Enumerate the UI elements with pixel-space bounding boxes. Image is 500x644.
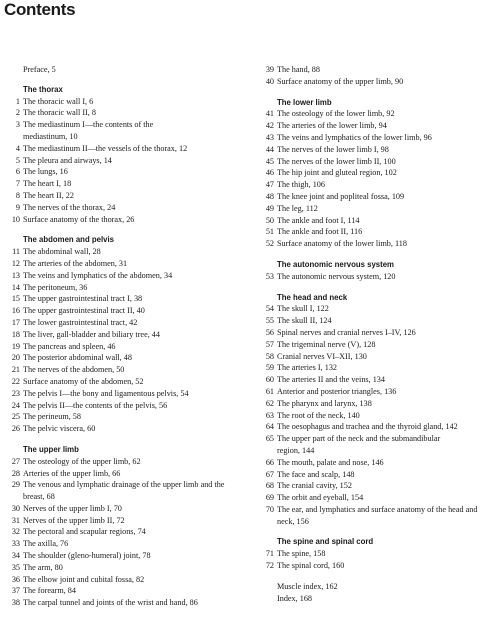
toc-entry-64	[254, 421, 500, 433]
toc-entry-52	[254, 238, 500, 250]
chapter-number: 30	[11, 503, 20, 513]
toc-entry-55	[254, 315, 500, 327]
indent-spacer	[0, 444, 23, 456]
toc-entry-10	[0, 214, 240, 226]
toc-entry-42	[254, 120, 500, 132]
chapter-number: 55	[265, 316, 274, 326]
chapter-title: The nerves of the abdomen, 50	[23, 365, 125, 375]
toc-entry-21	[0, 364, 240, 376]
toc-entry-23	[0, 388, 240, 400]
chapter-title: The pelvis I—the bony and ligamentous pelvis, 54	[23, 388, 189, 398]
chapter-title: Arteries of the upper limb, 66	[23, 468, 121, 478]
chapter-title: The thoracic wall I, 6	[23, 96, 94, 106]
toc-entry-26	[0, 423, 240, 435]
toc-entry-48	[254, 191, 500, 203]
chapter-number: 10	[11, 214, 20, 224]
index-entry	[254, 593, 500, 605]
chapter-number: 70	[265, 504, 274, 514]
chapter-number: 51	[265, 227, 274, 237]
chapter-title: The carpal tunnel and joints of the wrist and hand, 86	[23, 598, 198, 608]
chapter-number: 65	[265, 434, 274, 444]
chapter-title: The veins and lymphatics of the lower limb, 96	[277, 132, 432, 142]
preface-entry	[0, 64, 240, 76]
chapter-number: 18	[11, 329, 20, 339]
section-title-text: The lower limb	[277, 97, 332, 107]
chapter-number: 57	[265, 339, 274, 349]
toc-entry-43	[254, 132, 500, 144]
chapter-title: mediastinum, 10	[23, 131, 78, 141]
indent-spacer	[254, 536, 277, 548]
toc-entry-37	[0, 585, 240, 597]
chapter-title: The knee joint and popliteal fossa, 109	[277, 191, 405, 201]
section-the-autonomic-nervous-system	[254, 259, 500, 283]
toc-entry-36	[0, 574, 240, 586]
chapter-number: 1	[15, 96, 20, 106]
chapter-number: 22	[11, 376, 20, 386]
chapter-title: The skull I, 122	[277, 304, 329, 314]
chapter-number: 3	[15, 120, 20, 130]
chapter-number: 42	[265, 121, 274, 131]
toc-entry-58	[254, 351, 500, 363]
chapter-title: The mouth, palate and nose, 146	[277, 457, 384, 467]
toc-entry-continuation	[254, 445, 500, 457]
chapter-number: 33	[11, 539, 20, 549]
chapter-title: The hand, 88	[277, 65, 320, 74]
chapter-title: The skull II, 124	[277, 316, 332, 326]
chapter-number: 31	[11, 515, 20, 525]
contents-right-column	[254, 64, 500, 604]
section-the-lower-limb	[254, 97, 500, 250]
section-the-upper-limb	[0, 444, 240, 609]
chapter-title: The ankle and foot II, 116	[277, 227, 363, 237]
chapter-title: The trigeminal nerve (V), 128	[277, 339, 376, 349]
toc-entry-65	[254, 433, 500, 445]
chapter-title: The thigh, 106	[277, 180, 325, 190]
chapter-title: The hip joint and gluteal region, 102	[277, 168, 397, 178]
chapter-title: Muscle index, 162	[277, 581, 338, 591]
chapter-number: 13	[11, 270, 20, 280]
chapter-number: 26	[11, 424, 20, 434]
section-the-spine-and-spinal-cord	[254, 536, 500, 571]
chapter-number: 69	[265, 493, 274, 503]
chapter-number: 68	[265, 481, 274, 491]
chapter-title: The arm, 80	[23, 562, 63, 572]
chapter-title: The heart II, 22	[23, 190, 74, 200]
chapter-number: 15	[11, 294, 20, 304]
toc-entry-41	[254, 108, 500, 120]
toc-entry-60	[254, 374, 500, 386]
toc-entry-46	[254, 167, 500, 179]
toc-entry-69	[254, 492, 500, 504]
chapter-title: The upper part of the neck and the submandibular	[277, 434, 441, 444]
chapter-number: 62	[265, 398, 274, 408]
chapter-number: 4	[15, 143, 20, 153]
toc-entry-38	[0, 597, 240, 609]
chapter-number: 2	[15, 108, 20, 118]
chapter-number: 41	[265, 109, 274, 119]
toc-entry-66	[254, 457, 500, 469]
chapter-title: region, 144	[277, 445, 315, 455]
chapter-number: 36	[11, 574, 20, 584]
chapter-number: 21	[11, 365, 20, 375]
chapter-number: 16	[11, 306, 20, 316]
chapter-title: The arteries I, 132	[277, 363, 338, 373]
section-title-text: The upper limb	[23, 444, 79, 454]
chapter-number: 28	[11, 468, 20, 478]
chapter-title: The spinal cord, 160	[277, 561, 345, 571]
toc-entry-56	[254, 327, 500, 339]
chapter-title: The cranial cavity, 152	[277, 481, 352, 491]
chapter-number: 38	[11, 598, 20, 608]
toc-entry-45	[254, 156, 500, 168]
toc-entry-59	[254, 362, 500, 374]
toc-entry-4	[0, 143, 240, 155]
section-the-head-and-neck	[254, 292, 500, 528]
chapter-title: The ear, and lymphatics and surface anatomy of the head and	[277, 504, 478, 514]
chapter-title: The forearm, 84	[23, 586, 76, 596]
chapter-title: The venous and lymphatic drainage of the upper limb and the	[23, 480, 225, 490]
chapter-title: The heart I, 18	[23, 179, 72, 189]
chapter-number: 39	[265, 65, 274, 74]
chapter-number: 58	[265, 351, 274, 361]
toc-entry-32	[0, 526, 240, 538]
indent-spacer	[254, 97, 277, 109]
toc-entry-27	[0, 456, 240, 468]
chapter-title: The ankle and foot I, 114	[277, 215, 360, 225]
chapter-number: 19	[11, 341, 20, 351]
toc-entry-15	[0, 293, 240, 305]
chapter-number: 64	[265, 422, 274, 432]
toc-entry-8	[0, 190, 240, 202]
toc-entry-14	[0, 282, 240, 294]
chapter-title: Surface anatomy of the upper limb, 90	[277, 76, 404, 86]
toc-entry-continuation	[0, 491, 240, 503]
chapter-number: 5	[15, 155, 20, 165]
chapter-title: The nerves of the thorax, 24	[23, 202, 116, 212]
section-title-text: The abdomen and pelvis	[23, 235, 114, 245]
toc-entry-61	[254, 386, 500, 398]
chapter-title: The root of the neck, 140	[277, 410, 360, 420]
chapter-title: The mediastinum I—the contents of the	[23, 120, 154, 130]
chapter-number: 45	[265, 156, 274, 166]
toc-entry-35	[0, 562, 240, 574]
toc-entry-51	[254, 226, 500, 238]
chapter-title: Surface anatomy of the thorax, 26	[23, 214, 135, 224]
chapter-number: 17	[11, 317, 20, 327]
section-title-text: The autonomic nervous system	[277, 259, 394, 269]
chapter-title: The upper gastrointestinal tract II, 40	[23, 306, 145, 316]
chapter-number: 48	[265, 191, 274, 201]
indent-spacer	[0, 234, 23, 246]
toc-entry-70	[254, 504, 500, 516]
toc-entry-22	[0, 376, 240, 388]
section-title-text: The thorax	[23, 84, 63, 94]
toc-entry-67	[254, 469, 500, 481]
chapter-title: The liver, gall-bladder and biliary tree, 44	[23, 329, 160, 339]
chapter-title: The veins and lymphatics of the abdomen, 34	[23, 270, 173, 280]
contents-left-column	[0, 64, 240, 609]
toc-entry-34	[0, 550, 240, 562]
toc-entry-1	[0, 96, 240, 108]
chapter-number: 50	[265, 215, 274, 225]
chapter-number: 44	[265, 144, 274, 154]
chapter-number: 11	[12, 247, 20, 257]
toc-entry-33	[0, 538, 240, 550]
toc-entry-53	[254, 271, 500, 283]
chapter-title: The spine, 158	[277, 549, 326, 559]
toc-entry-29	[0, 479, 240, 491]
chapter-title: The osteology of the upper limb, 62	[23, 456, 141, 466]
toc-entry-30	[0, 503, 240, 515]
chapter-title: The pharynx and larynx, 138	[277, 398, 372, 408]
toc-entry-11	[0, 246, 240, 258]
chapter-title: The nerves of the lower limb II, 100	[277, 156, 396, 166]
toc-entry-9	[0, 202, 240, 214]
chapter-title: neck, 156	[277, 516, 309, 526]
chapter-title: The face and scalp, 148	[277, 469, 355, 479]
chapter-title: The perineum, 58	[23, 412, 81, 422]
chapter-number: 59	[265, 363, 274, 373]
toc-entry-71	[254, 548, 500, 560]
chapter-number: 25	[11, 412, 20, 422]
chapter-title: The oesophagus and trachea and the thyroid gland, 142	[277, 422, 458, 432]
chapter-title: The pleura and airways, 14	[23, 155, 112, 165]
chapter-number: 53	[265, 271, 274, 281]
chapter-number: 14	[11, 282, 20, 292]
section-the-abdomen-and-pelvis	[0, 234, 240, 435]
chapter-title: The arteries of the lower limb, 94	[277, 121, 387, 131]
chapter-number: 72	[265, 561, 274, 571]
index-entry	[254, 581, 500, 593]
section-title	[254, 259, 500, 271]
chapter-title: Spinal nerves and cranial nerves I–IV, 126	[277, 327, 416, 337]
chapter-title: Cranial nerves VI–XII, 130	[277, 351, 367, 361]
chapter-number: 63	[265, 410, 274, 420]
chapter-title: The peritoneum, 36	[23, 282, 88, 292]
section-title	[254, 97, 500, 109]
indent-spacer	[0, 64, 23, 76]
toc-entry-17	[0, 317, 240, 329]
chapter-title: The elbow joint and cubital fossa, 82	[23, 574, 145, 584]
chapter-number: 12	[11, 258, 20, 268]
toc-entry-62	[254, 398, 500, 410]
chapter-number: 66	[265, 457, 274, 467]
chapter-number: 34	[11, 551, 20, 561]
page-title: Contents	[4, 0, 76, 19]
chapter-title: The nerves of the lower limb I, 98	[277, 144, 389, 154]
chapter-number: 67	[265, 469, 274, 479]
chapter-title: Nerves of the upper limb I, 70	[23, 503, 122, 513]
chapter-title: The shoulder (gleno-humeral) joint, 78	[23, 551, 151, 561]
toc-entry-16	[0, 305, 240, 317]
toc-entry-31	[0, 515, 240, 527]
chapter-number: 40	[265, 76, 274, 86]
toc-entry-40	[254, 76, 500, 88]
chapter-title: Index, 168	[277, 593, 313, 603]
chapter-title: The arteries of the abdomen, 31	[23, 258, 128, 268]
chapter-number: 35	[11, 562, 20, 572]
chapter-title: breast, 68	[23, 492, 55, 502]
chapter-number: 46	[265, 168, 274, 178]
chapter-number: 56	[265, 327, 274, 337]
chapter-number: 29	[11, 480, 20, 490]
chapter-title: The thoracic wall II, 8	[23, 108, 96, 118]
indent-spacer	[254, 292, 277, 304]
toc-entry-continuation	[0, 131, 240, 143]
chapter-title: Nerves of the upper limb II, 72	[23, 515, 125, 525]
chapter-title: The autonomic nervous system, 120	[277, 271, 396, 281]
section-title-text: The spine and spinal cord	[277, 537, 374, 547]
chapter-number: 23	[11, 388, 20, 398]
chapter-title: The upper gastrointestinal tract I, 38	[23, 294, 143, 304]
chapter-title: The pelvic viscera, 60	[23, 424, 96, 434]
toc-entry-25	[0, 411, 240, 423]
chapter-number: 43	[265, 132, 274, 142]
chapter-title: The mediastinum II—the vessels of the thorax, 12	[23, 143, 188, 153]
chapter-title: The lungs, 16	[23, 167, 68, 177]
chapter-title: The pectoral and scapular regions, 74	[23, 527, 146, 537]
toc-entry-39	[254, 64, 500, 76]
indent-spacer	[254, 259, 277, 271]
section-title-text: The head and neck	[277, 292, 348, 302]
chapter-title: The leg, 112	[277, 203, 318, 213]
chapter-number: 60	[265, 375, 274, 385]
chapter-number: 7	[15, 179, 20, 189]
chapter-number: 24	[11, 400, 20, 410]
chapter-title: Surface anatomy of the abdomen, 52	[23, 376, 144, 386]
chapter-number: 49	[265, 203, 274, 213]
toc-entry-24	[0, 400, 240, 412]
toc-entry-63	[254, 410, 500, 422]
section-title	[0, 84, 240, 96]
toc-entry-19	[0, 341, 240, 353]
chapter-number: 71	[265, 549, 274, 559]
section-title	[254, 292, 500, 304]
chapter-title: The abdominal wall, 28	[23, 247, 101, 257]
toc-entry-57	[254, 339, 500, 351]
chapter-title: The pelvis II—the contents of the pelvis, 56	[23, 400, 168, 410]
section-the-thorax	[0, 84, 240, 226]
toc-entry-3	[0, 119, 240, 131]
chapter-number: 20	[11, 353, 20, 363]
chapter-title: The posterior abdominal wall, 48	[23, 353, 132, 363]
toc-entry-12	[0, 258, 240, 270]
chapter-number: 6	[15, 167, 20, 177]
toc-entry-20	[0, 352, 240, 364]
toc-entry-2	[0, 107, 240, 119]
toc-entry-5	[0, 155, 240, 167]
index-entries	[254, 581, 500, 605]
section-title	[254, 536, 500, 548]
toc-entry-7	[0, 178, 240, 190]
toc-entry-28	[0, 468, 240, 480]
chapter-title: Surface anatomy of the lower limb, 118	[277, 239, 407, 249]
chapter-number: 37	[11, 586, 20, 596]
chapter-title: The osteology of the lower limb, 92	[277, 109, 395, 119]
toc-entry-6	[0, 166, 240, 178]
chapter-number: 9	[15, 202, 20, 212]
toc-entry-18	[0, 329, 240, 341]
preface-text: Preface, 5	[23, 65, 56, 74]
chapter-number: 8	[15, 190, 20, 200]
chapter-title: Anterior and posterior triangles, 136	[277, 386, 397, 396]
toc-entry-68	[254, 480, 500, 492]
chapter-title: The axilla, 76	[23, 539, 69, 549]
chapter-title: The pancreas and spleen, 46	[23, 341, 116, 351]
indent-spacer	[0, 84, 23, 96]
chapter-number: 61	[265, 386, 274, 396]
toc-entry-continuation	[254, 516, 500, 528]
toc-entry-72	[254, 560, 500, 572]
chapter-number: 52	[265, 239, 274, 249]
section-title	[0, 444, 240, 456]
toc-entry-47	[254, 179, 500, 191]
chapter-number: 27	[11, 456, 20, 466]
toc-entry-44	[254, 144, 500, 156]
chapter-number: 47	[265, 180, 274, 190]
chapter-title: The orbit and eyeball, 154	[277, 493, 364, 503]
chapter-number: 54	[265, 304, 274, 314]
toc-entry-13	[0, 270, 240, 282]
toc-entry-50	[254, 215, 500, 227]
chapter-title: The lower gastrointestinal tract, 42	[23, 317, 138, 327]
chapter-title: The arteries II and the veins, 134	[277, 375, 385, 385]
section-title	[0, 234, 240, 246]
toc-entry-54	[254, 303, 500, 315]
toc-entry-49	[254, 203, 500, 215]
chapter-number: 32	[11, 527, 20, 537]
